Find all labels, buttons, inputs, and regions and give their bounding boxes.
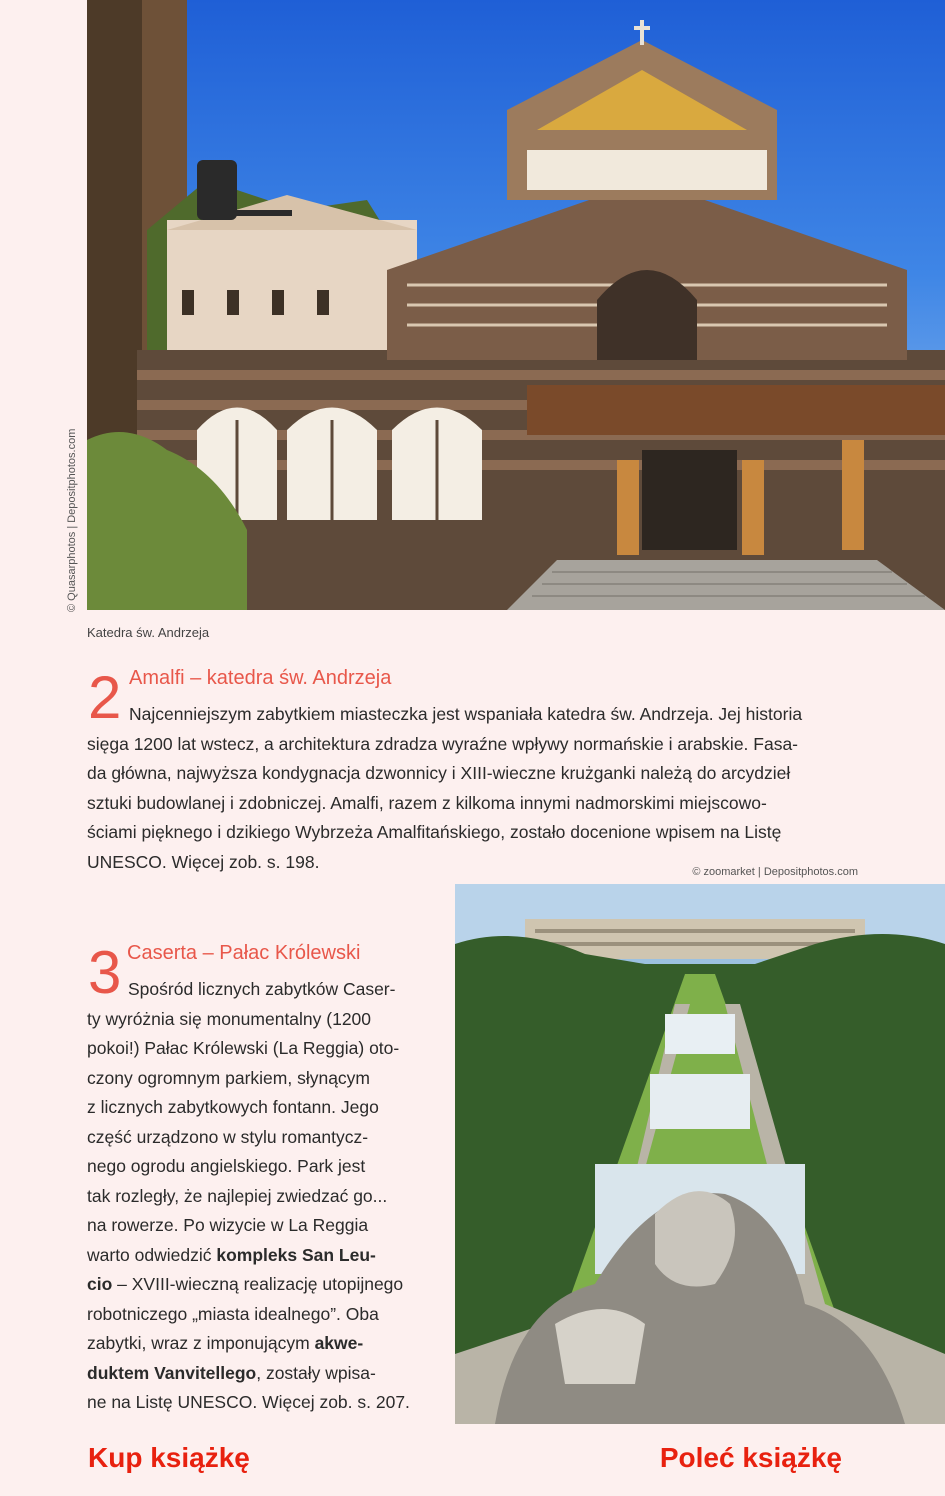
- text-line: tak rozległy, że najlepiej zwiedzać go...: [87, 1185, 388, 1206]
- text-line: robotniczego „miasta idealnego”. Oba: [87, 1303, 379, 1324]
- text-line: z licznych zabytkowych fontann. Jego: [87, 1097, 379, 1117]
- text-line: sztuki budowlanej i zdobniczej. Amalfi, razem z kilkoma innymi nadmorskimi miejscowo-: [87, 792, 767, 813]
- section-number-2: 2: [88, 664, 122, 731]
- photo-credit-caserta: © zoomarket | Depositphotos.com: [692, 866, 858, 878]
- text-line: ty wyróżnia się monumentalny (1200: [87, 1008, 372, 1029]
- text-line: sięga 1200 lat wstecz, a architektura zdradza wyraźne wpływy normańskie i arabskie. Fasa-: [87, 733, 799, 754]
- recommend-book-link[interactable]: Poleć książkę: [659, 1442, 842, 1473]
- keyword-san-leucio: kompleks San Leu-: [216, 1244, 376, 1265]
- caserta-palace-photo: [455, 884, 945, 1424]
- section-number-3: 3: [88, 939, 122, 1006]
- cathedral-photo: [87, 0, 945, 610]
- text-line: nego ogrodu angielskiego. Park jest: [87, 1156, 366, 1176]
- text-line: pokoi!) Pałac Królewski (La Reggia) oto-: [87, 1038, 400, 1058]
- text-line: [87, 1270, 431, 1300]
- photo-caption-cathedral: Katedra św. Andrzeja: [87, 625, 210, 640]
- text-line: da główna, najwyższa kondygnacja dzwonnicy i XIII-wieczne krużganki należą do arcydzieł: [87, 763, 791, 783]
- keyword-akwedukt: akwe-: [314, 1333, 364, 1353]
- text-line: na rowerze. Po wizycie w La Reggia: [87, 1215, 369, 1235]
- text-line: Najcenniejszym zabytkiem miasteczka jest wspaniała katedra św. Andrzeja. Jej historia: [129, 704, 803, 724]
- text-line: ne na Listę UNESCO. Więcej zob. s. 207.: [87, 1392, 410, 1412]
- keyword-akwedukt-cont: duktem Vanvitellego: [87, 1362, 257, 1383]
- section-title-amalfi: Amalfi – katedra św. Andrzeja: [129, 667, 392, 689]
- text-line: część urządzono w stylu romantycz-: [87, 1126, 369, 1147]
- text-line: [87, 1359, 431, 1389]
- text-line: UNESCO. Więcej zob. s. 198.: [87, 851, 320, 872]
- text-line: Spośród licznych zabytków Caser-: [128, 979, 396, 999]
- text-run: – XVIII-wieczną realizację utopijnego: [112, 1274, 404, 1294]
- text-run: zabytki, wraz z imponującym: [87, 1333, 315, 1353]
- text-line: [87, 1329, 431, 1359]
- section-title-caserta: Caserta – Pałac Królewski: [127, 942, 361, 964]
- keyword-san-leucio-cont: cio: [87, 1274, 113, 1294]
- text-line: ściami pięknego i dzikiego Wybrzeża Amalfitańskiego, zostało docenione wpisem na Listę: [87, 822, 782, 842]
- text-line: czony ogromnym parkiem, słynącym: [87, 1067, 370, 1088]
- section-body-amalfi: [87, 700, 859, 877]
- section-body-caserta: [87, 975, 431, 1418]
- text-run: , zostały wpisa-: [256, 1362, 376, 1383]
- text-line: [87, 1241, 431, 1271]
- buy-book-link[interactable]: Kup książkę: [88, 1442, 250, 1473]
- text-run: warto odwiedzić: [87, 1244, 217, 1265]
- photo-credit-cathedral: © Quasarphotos | Depositphotos.com: [66, 428, 78, 612]
